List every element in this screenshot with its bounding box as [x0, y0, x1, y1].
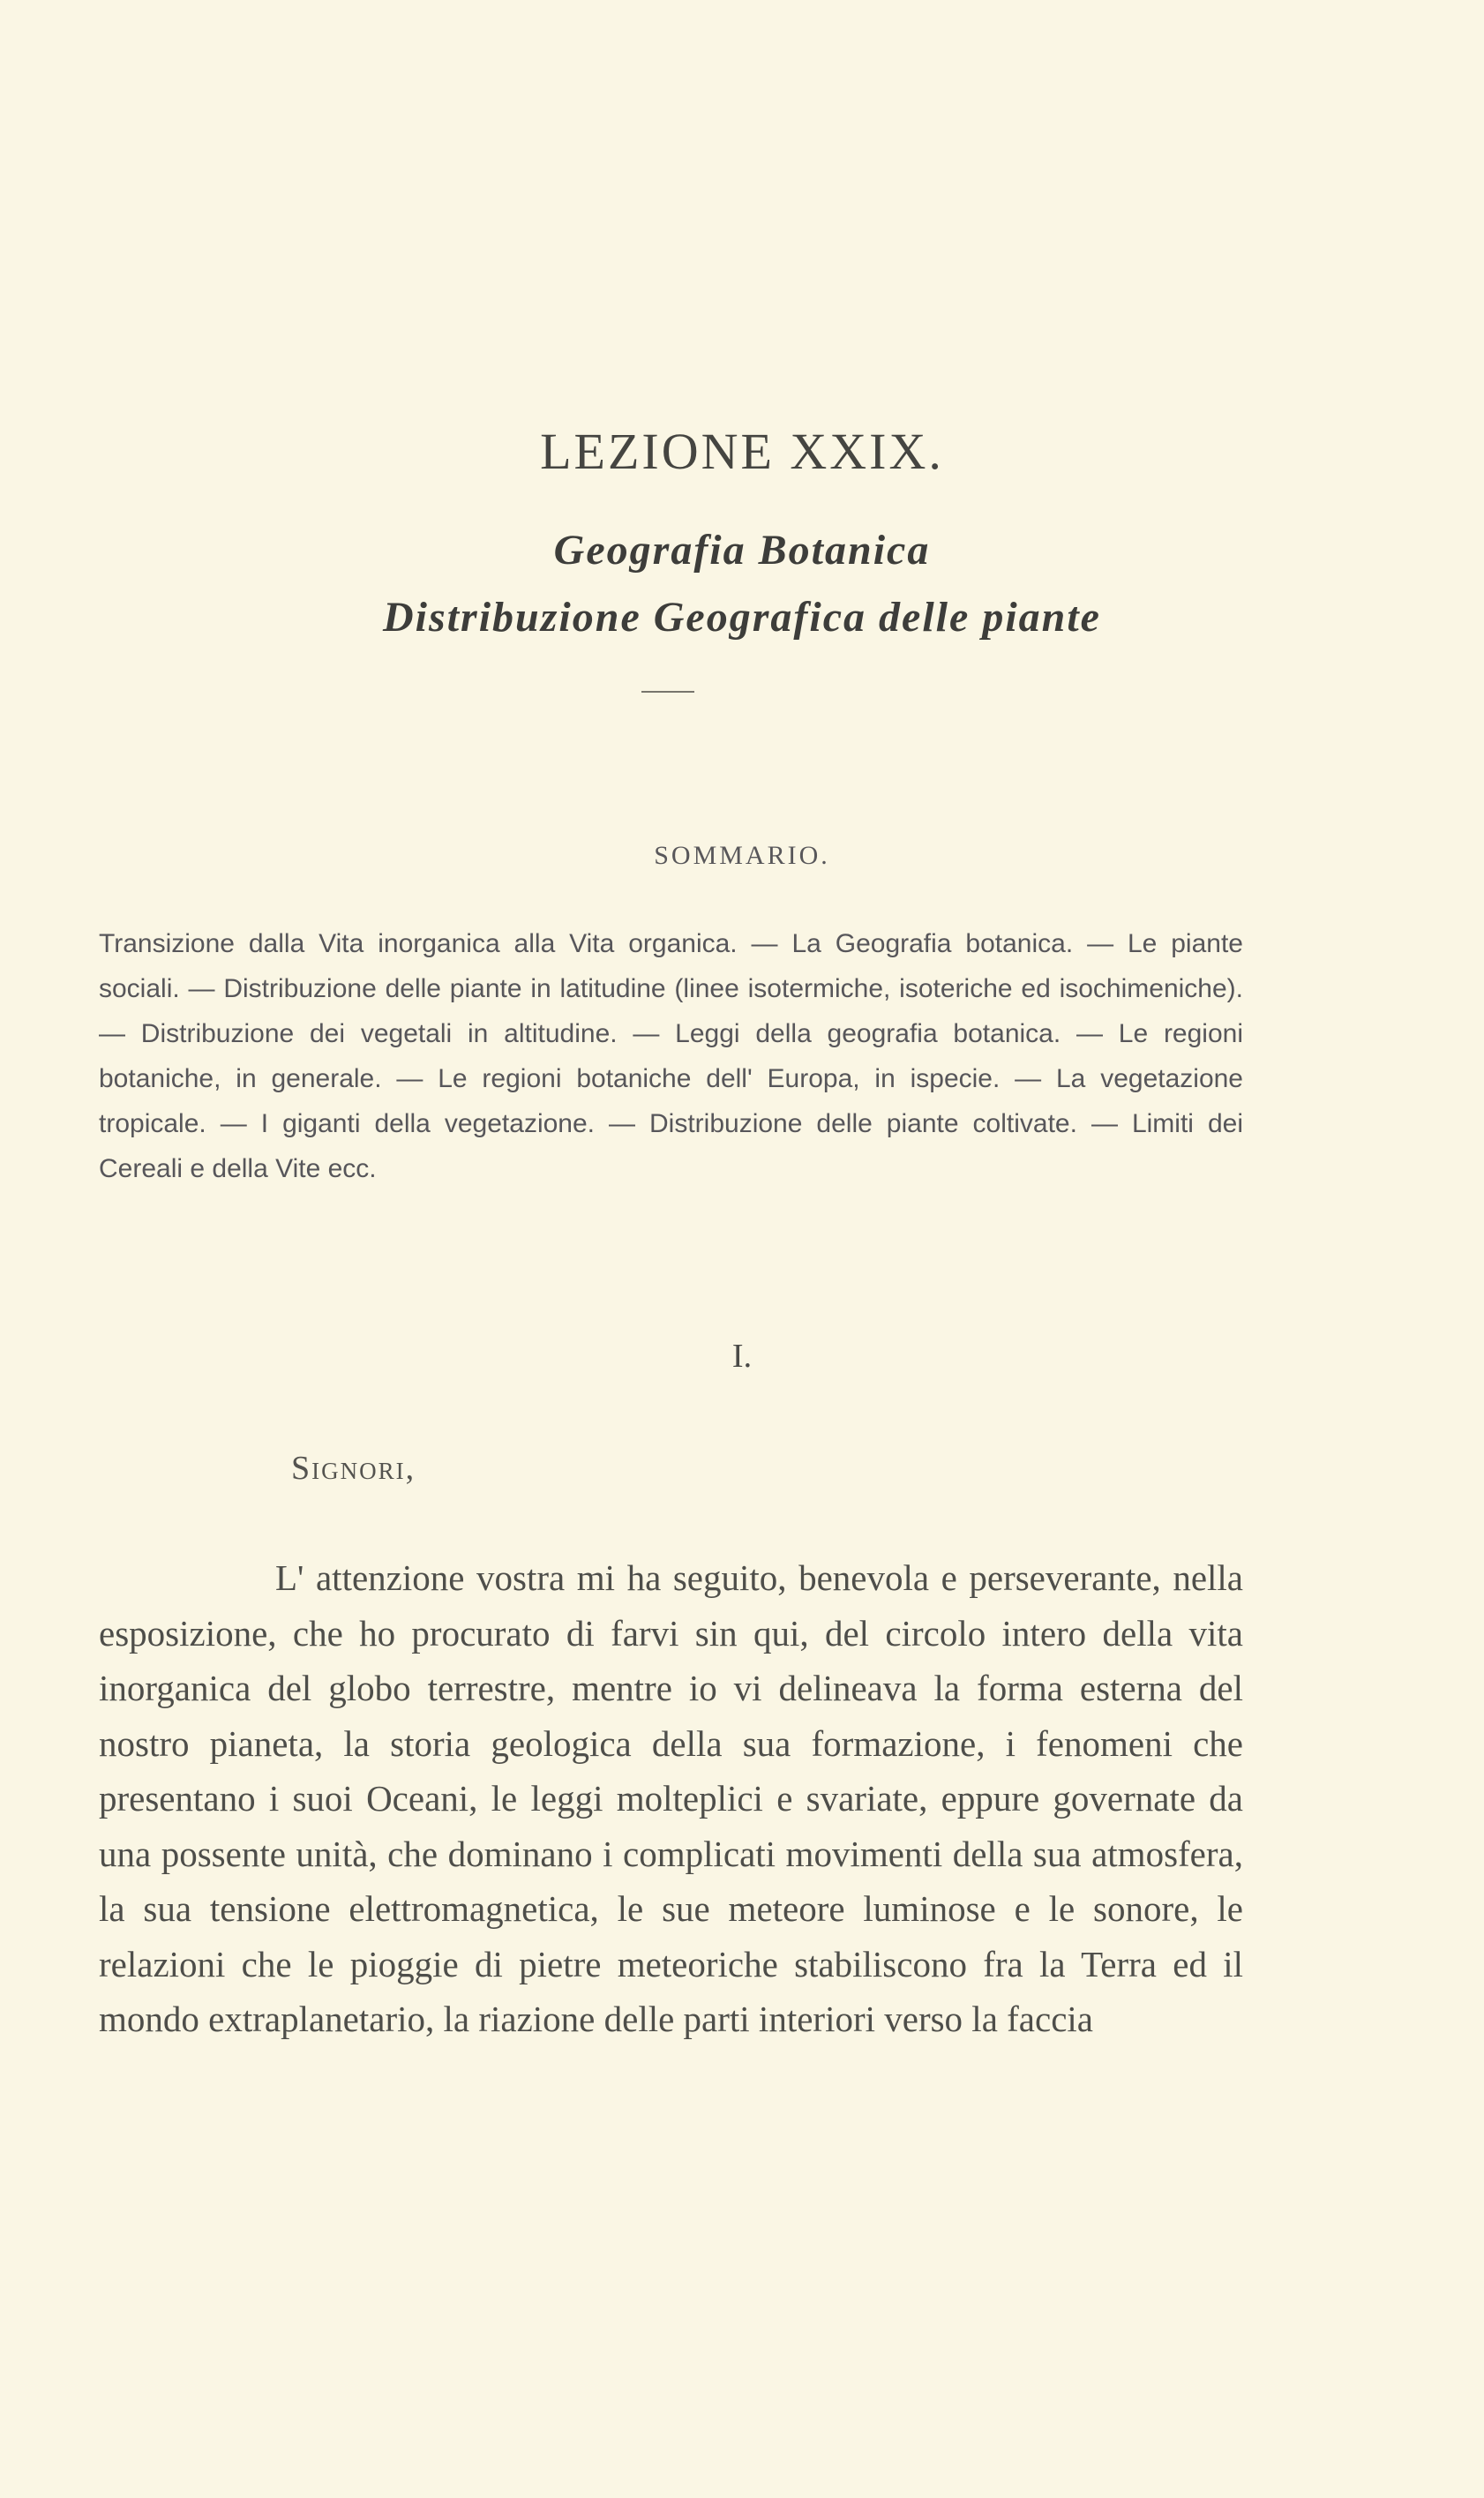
summary-text: Transizione dalla Vita inorganica alla Vita organica. — La Geografia botanica. — Le piante sociali. — Distribuzione delle piante in latitudine (linee isotermiche, isoteriche ed isochimeniche). — Distribuzione dei vegetali in altitudine. — Leggi della geografia botanica. — Le regioni botaniche, in generale. — Le regioni botaniche dell' Europa, in ispecie. — La vegetazione tropicale. — I giganti della vegetazione. — Distribuzione delle piante coltivate. — Limiti dei Cereali e della Vite ecc. [99, 929, 1243, 1183]
divider-rule [641, 691, 694, 693]
salutation: Signori, [291, 1450, 416, 1487]
subtitle-geografia-botanica: Geografia Botanica [553, 527, 931, 574]
subtitle-distribuzione: Distribuzione Geografica delle piante [383, 594, 1101, 641]
summary-heading: SOMMARIO. [654, 841, 830, 870]
section-number: I. [731, 1338, 753, 1375]
body-paragraph: L' attenzione vostra mi ha seguito, benevola e perseverante, nella esposizione, che ho procurato di farvi sin qui, del circolo intero della vita inorganica del globo terrestre, mentre io vi delineava la forma esterna del nostro pianeta, la storia geologica della sua formazione, i fenomeni che presentano i suoi Oceani, le leggi molteplici e svariate, eppure governate da una possente unità, che dominano i complicati movimenti della sua atmosfera, la sua tensione elettromagnetica, le sue meteore luminose e le sonore, le relazioni che le pioggie di pietre meteoriche stabiliscono fra la Terra ed il mondo extraplanetario, la riazione delle parti interiori verso la faccia [99, 1557, 1243, 2039]
lesson-title: LEZIONE XXIX. [540, 423, 944, 480]
